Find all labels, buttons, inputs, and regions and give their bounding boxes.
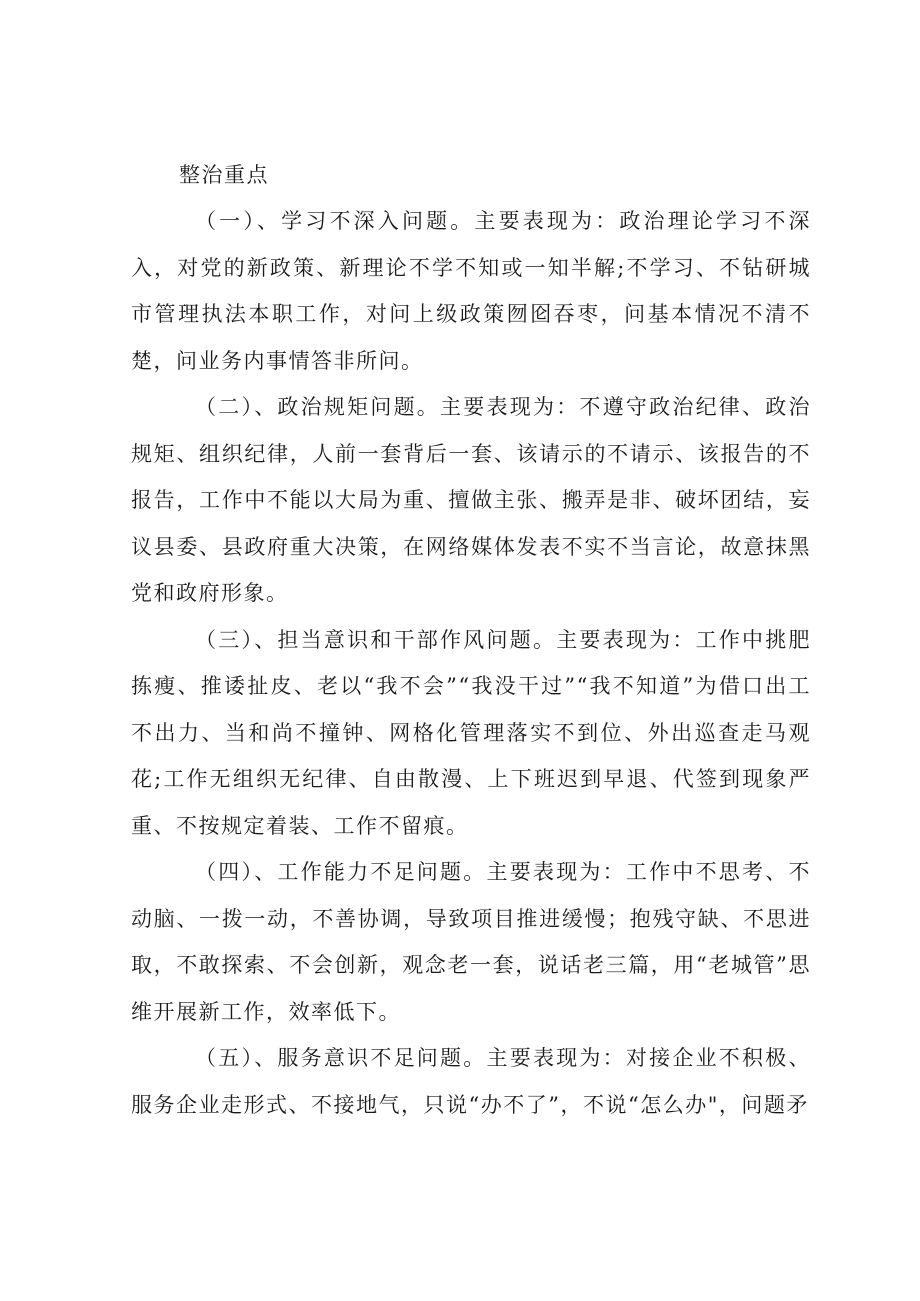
paragraph-service-awareness-issue: （五）、服务意识不足问题。主要表现为：对接企业不积极、服务企业走形式、不接地气，只说“办不了”，不说“怎么办"，问题矛	[131, 1046, 811, 1117]
paragraph-study-issue: （一）、学习不深入问题。主要表现为：政治理论学习不深入，对党的新政策、新理论不学不知或一知半解;不学习、不钻研城市管理执法本职工作，对问上级政策囫囵吞枣，问基本情况不清不楚，问业务内事情答非所问。	[131, 209, 811, 373]
document-body	[131, 152, 811, 1128]
paragraph-responsibility-style-issue: （三）、担当意识和干部作风问题。主要表现为：工作中挑肥拣瘦、推诿扯皮、老以“我不会”“我没干过”“我不知道”为借口出工不出力、当和尚不撞钟、网格化管理落实不到位、外出巡查走马观花;工作无组织无纪律、自由散漫、上下班迟到早退、代签到现象严重、不按规定着装、工作不留痕。	[131, 627, 811, 838]
paragraph-political-rules-issue: （二）、政治规矩问题。主要表现为：不遵守政治纪律、政治规矩、组织纪律，人前一套背后一套、该请示的不请示、该报告的不报告，工作中不能以大局为重、擅做主张、搬弄是非、破坏团结，妄议县委、县政府重大决策，在网络媒体发表不实不当言论，故意抹黑党和政府形象。	[131, 395, 811, 605]
paragraph-work-ability-issue: （四）、工作能力不足问题。主要表现为：工作中不思考、不动脑、一拨一动，不善协调，导致项目推进缓慢；抱残守缺、不思进取，不敢探索、不会创新，观念老一套，说话老三篇，用“老城管”思维开展新工作，效率低下。	[131, 860, 811, 1024]
section-heading: 整治重点	[179, 163, 269, 187]
